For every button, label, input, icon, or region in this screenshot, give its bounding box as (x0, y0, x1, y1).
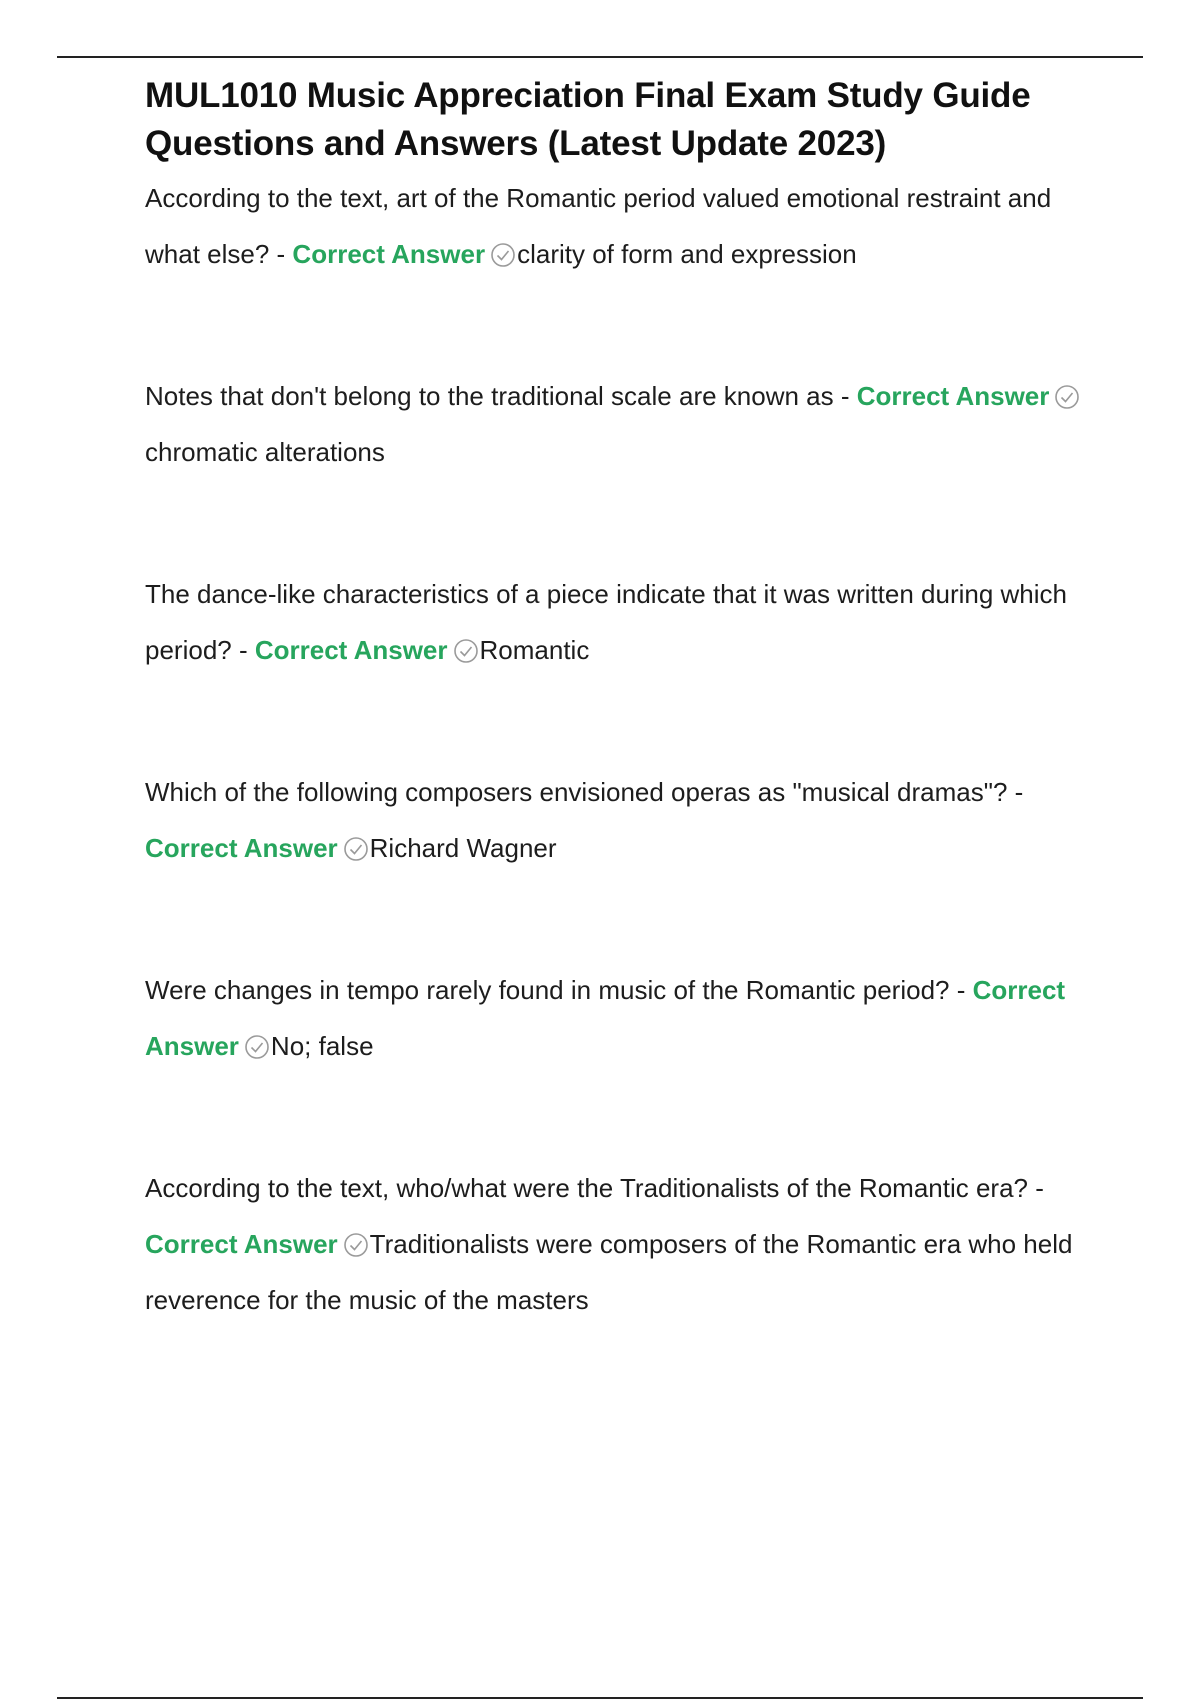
question-text: Which of the following composers envisioned operas as "musical dramas"? (145, 777, 1008, 807)
bottom-rule (57, 1697, 1143, 1699)
qa-item: According to the text, art of the Romantic period valued emotional restraint and what else? - Correct Answer clarity of form and expression (145, 183, 1052, 269)
check-circle-icon (453, 638, 479, 664)
top-rule (57, 56, 1143, 58)
document-body (145, 72, 1085, 1328)
answer-text: Richard Wagner (369, 833, 557, 863)
answer-text: Romantic (479, 635, 590, 665)
check-circle-icon (343, 1232, 369, 1258)
check-circle-icon (343, 836, 369, 862)
answer-text: Traditionalists were composers of the Romantic era who held reverence for the music of the masters (145, 1229, 1073, 1315)
question-text: Were changes in tempo rarely found in music of the Romantic period? (145, 975, 950, 1005)
qa-item: The dance-like characteristics of a piece indicate that it was written during which period? - Correct Answer Romantic (145, 579, 1067, 665)
check-circle-icon (244, 1034, 270, 1060)
correct-answer-label: Correct Answer (145, 1229, 338, 1259)
answer-text: No; false (270, 1031, 374, 1061)
qa-item: According to the text, who/what were the Traditionalists of the Romantic era? - Correct Answer Traditionalists were composers of the Romantic era who held reverence for the music of the masters (145, 1173, 1073, 1315)
qa-item: Which of the following composers envisioned operas as "musical dramas"? - Correct Answer Richard Wagner (145, 777, 1024, 863)
qa-item: Were changes in tempo rarely found in music of the Romantic period? - Correct Answer No; false (145, 975, 1066, 1061)
correct-answer-label: Correct Answer (145, 833, 338, 863)
question-text: The dance-like characteristics of a piece indicate that it was written during which period? (145, 579, 1067, 665)
check-circle-icon (1054, 384, 1080, 410)
answer-text: clarity of form and expression (517, 239, 857, 269)
question-text: According to the text, art of the Romantic period valued emotional restraint and what else? (145, 183, 1052, 269)
qa-item: Notes that don't belong to the traditional scale are known as - Correct Answer chromatic alterations (145, 368, 1085, 480)
correct-answer-label: Correct Answer (856, 381, 1050, 411)
correct-answer-label: Correct Answer (145, 975, 1066, 1061)
answer-text: chromatic alterations (145, 437, 385, 467)
question-text: Notes that don't belong to the traditional scale are known as (145, 381, 834, 411)
correct-answer-label: Correct Answer (254, 635, 448, 665)
question-text: According to the text, who/what were the Traditionalists of the Romantic era? (145, 1173, 1029, 1203)
check-circle-icon (490, 242, 516, 268)
correct-answer-label: Correct Answer (292, 239, 486, 269)
document-title: MUL1010 Music Appreciation Final Exam Study Guide Questions and Answers (Latest Update 2023) (145, 76, 1031, 163)
